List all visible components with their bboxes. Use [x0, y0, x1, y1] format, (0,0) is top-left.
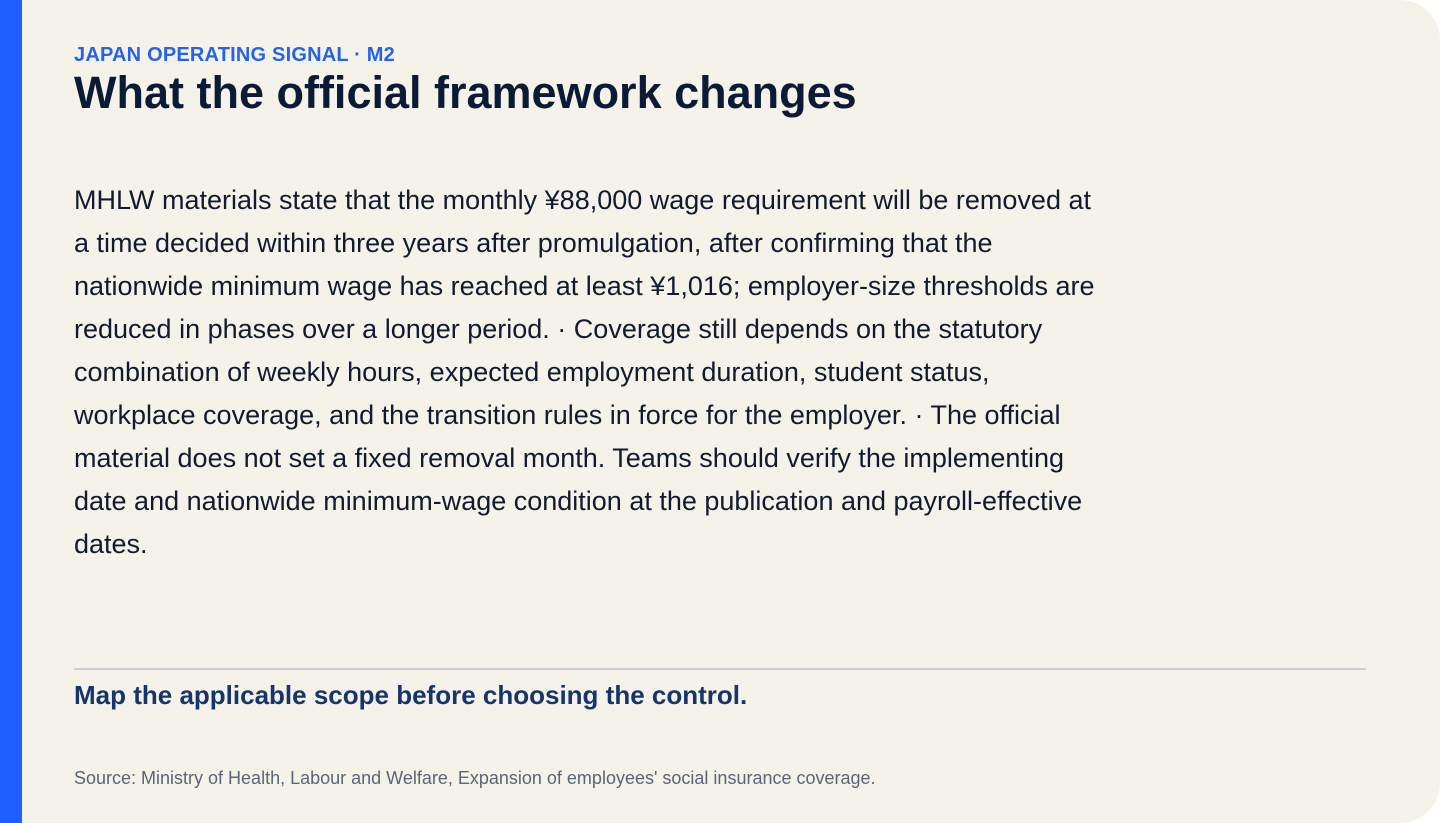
accent-bar [0, 0, 22, 823]
source-note: Source: Ministry of Health, Labour and Welfare, Expansion of employees' social insurance coverage. [74, 768, 876, 788]
body-paragraph: MHLW materials state that the monthly ¥88,000 wage requirement will be removed at a time decided within three years after promulgation, after confirming that the nationwide minimum wage has reached at least ¥1,016; employer-size thresholds are reduced in phases over a longer period. · Coverage still depends on the statutory combination of weekly hours, expected employment duration, student status, workplace coverage, and the transition rules in force for the employer. · The official material does not set a fixed removal month. Teams should verify the implementing date and nationwide minimum-wage condition at the publication and payroll-effective dates. [74, 185, 1095, 559]
divider [74, 668, 1366, 670]
eyebrow-label: JAPAN OPERATING SIGNAL · M2 [74, 44, 395, 66]
page-title: What the official framework changes [74, 67, 857, 118]
takeaway-text: Map the applicable scope before choosing the control. [74, 680, 748, 710]
